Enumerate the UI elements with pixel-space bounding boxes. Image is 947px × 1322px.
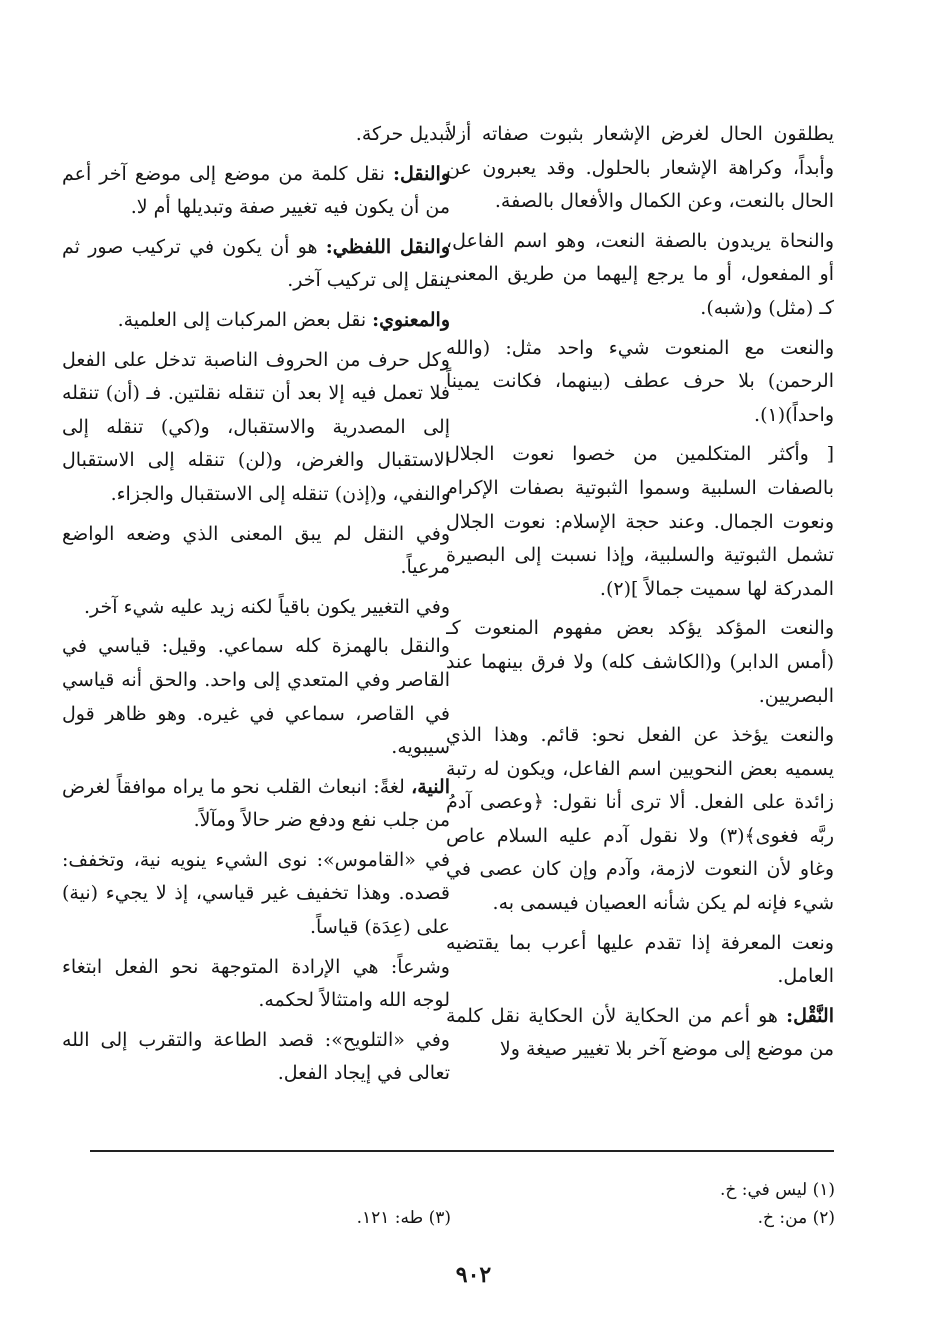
footnote-separator bbox=[90, 1150, 834, 1152]
paragraph: وفي التغيير يكون باقياً لكنه زيد عليه شيء آخر. bbox=[84, 595, 450, 618]
paragraph: النية، لغةً: انبعاث القلب نحو ما يراه موافقاً لغرض من جلب نفع ودفع ضر حالاً ومآلاً. bbox=[62, 775, 450, 832]
footnote-3: (٣) طه: ١٢١. bbox=[356, 1208, 451, 1228]
paragraph: وفي «التلويح»: قصد الطاعة والتقرب إلى الله تعالى في إيجاد الفعل. bbox=[62, 1028, 450, 1085]
paragraph: والنقل: نقل كلمة من موضع إلى موضع آخر أعم من أن يكون فيه تغيير صفة وتبديلها أم لا. bbox=[62, 162, 450, 219]
paragraph: والنحاة يريدون بالصفة النعت، وهو اسم الفاعل، أو المفعول، أو ما يرجع إليهما من طريق المعنى كـ (مثل) و(شبه). bbox=[446, 229, 834, 319]
paragraph: والنقل بالهمزة كله سماعي. وقيل: قياسي في القاصر وفي المتعدي إلى واحد. والحق أنه قياسي في القاصر، سماعي في غيره. وهو ظاهر قول سيبويه. bbox=[62, 635, 450, 759]
paragraph: [ وأكثر المتكلمين من خصوا نعوت الجلال بالصفات السلبية وسموا الثبوتية بصفات الإكرام ونعوت الجمال. وعند حجة الإسلام: نعوت الجلال تشمل الثبوتية والسلبية، وإذا نسبت إلى البصيرة المدركة لها سميت جمالاً ](٢). bbox=[446, 443, 834, 600]
paragraph: والنعت يؤخذ عن الفعل نحو: قائم. وهذا الذي يسميه بعض النحويين اسم الفاعل، ويكون له رتبة زائدة على الفعل. ألا ترى أنا نقول: ﴿وعصى آدمُ ربَّه فغوى﴾(٣) ولا نقول آدم عليه السلام عاص وغاو لأن النعوت لازمة، وآدم وإن كان عصى في شيء فإنه لم يكن شأنه العصيان فيسمى به. bbox=[446, 724, 834, 915]
left-column bbox=[62, 118, 450, 1148]
footnote-1: (١) ليس في: خ. bbox=[719, 1180, 835, 1200]
paragraph: تبديل حركة. bbox=[355, 123, 450, 145]
paragraph: وشرعاً: هي الإرادة المتوجهة نحو الفعل ابتغاء لوجه الله وامتثالاً لحكمه. bbox=[62, 955, 450, 1012]
paragraph: والنعت مع المنعوت شيء واحد مثل: (والله الرحمن) بلا حرف عطف (بينهما، فكانت يميناً واحداً)(١). bbox=[446, 336, 834, 426]
paragraph: في «القاموس»: نوى الشيء ينويه نية، وتخفف: قصده. وهذا تخفيف غير قياسي، إذ لا يجيء (نية) على (عِدَة) قياساً. bbox=[62, 848, 450, 939]
footnote-2: (٢) من: خ. bbox=[757, 1208, 835, 1228]
page-number: ٩٠٢ bbox=[455, 1262, 492, 1288]
paragraph: ونعت المعرفة إذا تقدم عليها أعرب بما يقتضيه العامل. bbox=[446, 931, 834, 988]
paragraph: يطلقون الحال لغرض الإشعار بثبوت صفاته أزلاً وأبداً، وكراهة الإشعار بالحلول. وقد يعبرون عن الحال بالنعت، وعن الكمال والأفعال بالصفة. bbox=[446, 123, 834, 213]
paragraph: وكل حرف من الحروف الناصبة تدخل على الفعل فلا تعمل فيه إلا بعد أن تنقله نقلتين. فـ (أن) تنقله إلى المصدرية والاستقبال، و(كي) تنقله إلى الاستقبال والغرض، و(لن) تنقله إلى الاستقبال والنفي، و(إذن) تنقله إلى الاستقبال والجزاء. bbox=[62, 348, 450, 505]
right-column bbox=[446, 118, 834, 1148]
paragraph: والنقل اللفظي: هو أن يكون في تركيب صور ثم ينقل إلى تركيب آخر. bbox=[62, 235, 450, 292]
paragraph: والنعت المؤكد يؤكد بعض مفهوم المنعوت كـ (أمس الدابر) و(الكاشف كله) ولا فرق بينهما عند البصريين. bbox=[446, 617, 834, 707]
paragraph: والمعنوي: نقل بعض المركبات إلى العلمية. bbox=[117, 308, 450, 331]
paragraph: وفي النقل لم يبق المعنى الذي وضعه الواضع مرعياً. bbox=[62, 522, 450, 579]
paragraph: النَّقْل: هو أعم من الحكاية لأن الحكاية نقل كلمة من موضع إلى موضع آخر بلا تغيير صيغة ولا bbox=[446, 1004, 834, 1061]
